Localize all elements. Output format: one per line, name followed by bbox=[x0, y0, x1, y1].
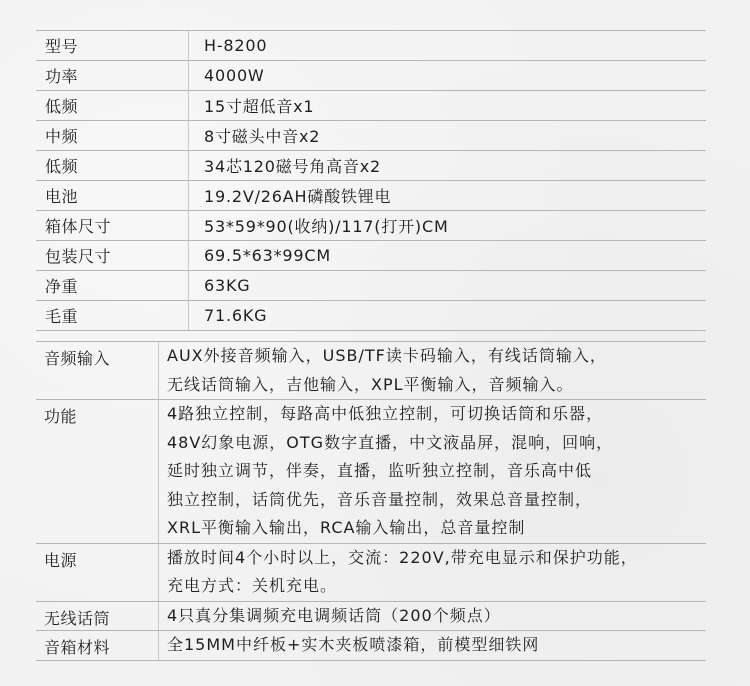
spec-row bbox=[36, 210, 706, 240]
feature-key: 电源 bbox=[36, 544, 159, 601]
feature-row-audio-input bbox=[36, 341, 706, 400]
feature-key: 音箱材料 bbox=[36, 631, 159, 660]
feature-line: XRL平衡输入输出，RCA输入输出，总音量控制 bbox=[167, 518, 526, 537]
spec-value: 15寸超低音x1 bbox=[204, 97, 315, 116]
spec-row bbox=[36, 180, 706, 210]
spec-key: 净重 bbox=[36, 271, 189, 300]
spec-value: 63KG bbox=[204, 276, 251, 295]
spec-row bbox=[36, 240, 706, 270]
spec-table bbox=[36, 30, 706, 331]
feature-line: 充电方式：关机充电。 bbox=[167, 576, 338, 595]
spec-value: 71.6KG bbox=[204, 306, 268, 325]
feature-line: 全15MM中纤板+实木夹板喷漆箱，前模型细铁网 bbox=[167, 635, 540, 654]
spec-value: 19.2V/26AH磷酸铁锂电 bbox=[204, 187, 392, 206]
feature-line: 独立控制，话筒优先，音乐音量控制，效果总音量控制， bbox=[167, 489, 593, 509]
feature-line: 48V幻象电源，OTG数字直播，中文液晶屏，混响，回响， bbox=[167, 432, 614, 452]
spec-row bbox=[36, 120, 706, 150]
feature-value bbox=[159, 342, 607, 399]
feature-value bbox=[159, 602, 501, 631]
spec-value: 34芯120磁号角高音x2 bbox=[204, 157, 381, 176]
feature-line: 无线话筒输入，吉他输入，XPL平衡输入，音频输入。 bbox=[167, 374, 574, 394]
spec-key: 低频 bbox=[36, 91, 189, 120]
feature-line: 延时独立调节，伴奏，直播，监听独立控制，音乐高中低 bbox=[167, 461, 593, 480]
feature-line: 4路独立控制，每路高中低独立控制，可切换话筒和乐器， bbox=[167, 404, 604, 423]
spec-value: H-8200 bbox=[204, 36, 268, 55]
spec-key: 包装尺寸 bbox=[36, 241, 189, 270]
spec-row bbox=[36, 60, 706, 90]
spec-key: 型号 bbox=[36, 31, 189, 60]
spec-key: 箱体尺寸 bbox=[36, 211, 189, 240]
spec-row bbox=[36, 150, 706, 180]
feature-row-functions bbox=[36, 400, 706, 544]
feature-table bbox=[36, 341, 706, 661]
feature-line: 播放时间4个小时以上，交流：220V,带充电显示和保护功能， bbox=[167, 547, 638, 567]
feature-value bbox=[159, 544, 638, 601]
feature-line: 4只真分集调频充电调频话筒（200个频点） bbox=[167, 605, 501, 625]
spec-value: 8寸磁头中音x2 bbox=[204, 127, 321, 146]
feature-key: 音频输入 bbox=[36, 342, 159, 399]
spec-value: 69.5*63*99CM bbox=[204, 246, 331, 265]
feature-row-wireless-mic bbox=[36, 602, 706, 632]
spec-key: 低频 bbox=[36, 151, 189, 180]
feature-value bbox=[159, 400, 613, 543]
spec-key: 中频 bbox=[36, 121, 189, 150]
spec-key: 电池 bbox=[36, 181, 189, 210]
feature-row-cabinet-material bbox=[36, 631, 706, 661]
spec-value: 53*59*90(收纳)/117(打开)CM bbox=[204, 217, 449, 236]
feature-row-power bbox=[36, 544, 706, 602]
feature-line: AUX外接音频输入，USB/TF读卡码输入，有线话筒输入， bbox=[167, 346, 607, 365]
spec-value: 4000W bbox=[204, 66, 265, 85]
feature-key: 功能 bbox=[36, 400, 159, 543]
feature-value bbox=[159, 631, 539, 660]
spec-key: 功率 bbox=[36, 61, 189, 90]
spec-row bbox=[36, 270, 706, 300]
spec-row bbox=[36, 30, 706, 60]
spec-row bbox=[36, 90, 706, 120]
feature-key: 无线话筒 bbox=[36, 602, 159, 631]
spec-key: 毛重 bbox=[36, 301, 189, 330]
spec-row bbox=[36, 300, 706, 331]
